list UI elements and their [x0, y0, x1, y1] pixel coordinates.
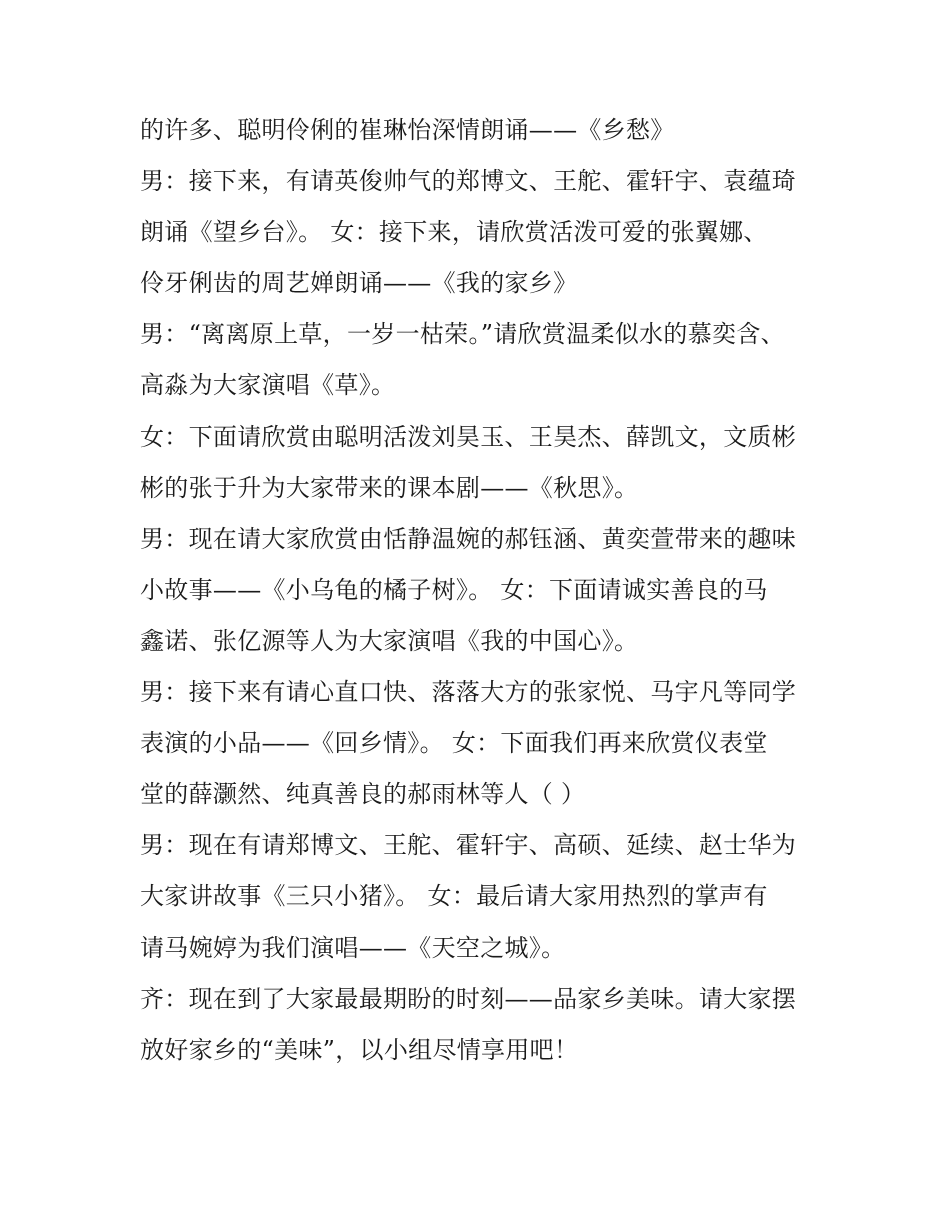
document-body	[140, 105, 830, 1076]
text-line: 男：接下来，有请英俊帅气的郑博文、王舵、霍轩宇、袁蕴琦	[140, 167, 797, 196]
text-line: 彬的张于升为大家带来的课本剧——《秋思》。	[140, 473, 639, 502]
text-line: 鑫诺、张亿源等人为大家演唱《我的中国心》。	[140, 626, 639, 655]
text-line: 的许多、聪明伶俐的崔琳怡深情朗诵——《乡愁》	[140, 116, 675, 144]
text-line: 齐：现在到了大家最最期盼的时刻——品家乡美味。请大家摆	[140, 984, 797, 1013]
text-line: 朗诵《望乡台》。 女：接下来，请欣赏活泼可爱的张翼娜、	[140, 218, 768, 247]
text-line: 伶牙俐齿的周艺婵朗诵——《我的家乡》	[140, 269, 578, 298]
text-line: 请马婉婷为我们演唱——《天空之城》。	[140, 933, 566, 962]
text-line: 小故事——《小乌龟的橘子树》。 女：下面请诚实善良的马	[140, 575, 768, 604]
text-line: 男：“离离原上草，一岁一枯荣。”请欣赏温柔似水的慕奕含、	[140, 320, 785, 349]
text-line: 放好家乡的“美味”，以小组尽情享用吧！	[140, 1035, 579, 1064]
text-line: 男：现在请大家欣赏由恬静温婉的郝钰涵、黄奕萱带来的趣味	[140, 524, 797, 553]
text-line: 男：现在有请郑博文、王舵、霍轩宇、高硕、延续、赵士华为	[140, 831, 797, 860]
text-line: 表演的小品——《回乡情》。 女：下面我们再来欣赏仪表堂	[140, 729, 768, 758]
text-line: 高淼为大家演唱《草》。	[140, 371, 396, 400]
text-line: 大家讲故事《三只小猪》。 女：最后请大家用热烈的掌声有	[140, 882, 768, 911]
text-line: 男：接下来有请心直口快、落落大方的张家悦、马宇凡等同学	[140, 678, 797, 707]
text-line: 女：下面请欣赏由聪明活泼刘昊玉、王昊杰、薛凯文，文质彬	[140, 422, 797, 451]
text-line: 堂的薛灏然、纯真善良的郝雨林等人（ ）	[140, 780, 586, 809]
